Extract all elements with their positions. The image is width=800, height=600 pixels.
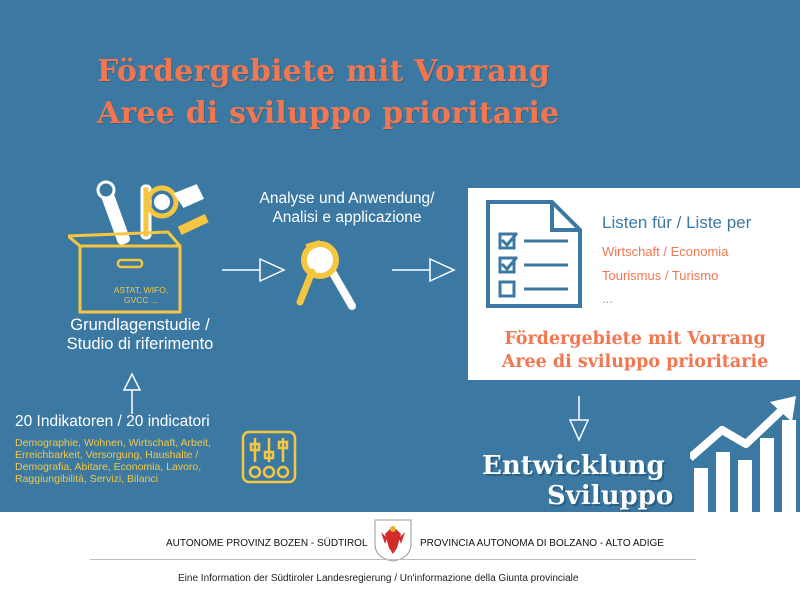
list-item: ... <box>602 291 613 306</box>
magnifier-tools-icon <box>296 238 362 312</box>
lists-title-german: Fördergebiete mit Vorrang <box>504 329 766 349</box>
arrow-right-icon <box>220 257 288 283</box>
footer-province-italian: PROVINCIA AUTONOMA DI BOLZANO - ALTO ADIGE <box>420 538 664 549</box>
arrow-right-icon <box>390 257 458 283</box>
footer-province-german: AUTONOME PROVINZ BOZEN - SÜDTIROL <box>166 538 368 549</box>
indicators-title: 20 Indikatoren / 20 indicatori <box>15 413 210 430</box>
development-label-italian: Sviluppo <box>547 481 674 511</box>
indicators-line2: Erreichbarkeit, Versorgung, Haushalte / <box>15 449 199 461</box>
footer-information-note: Eine Information der Südtiroler Landesregierung / Un'informazione della Giunta provinciale <box>178 573 579 584</box>
title-italian: Aree di sviluppo prioritarie <box>97 96 560 131</box>
analysis-label <box>232 189 462 227</box>
lists-title-italian: Aree di sviluppo prioritarie <box>501 352 769 372</box>
toolbox-sources <box>76 285 206 305</box>
arrow-up-icon <box>122 372 142 416</box>
sliders-icon <box>241 430 297 484</box>
study-caption-line1: Grundlagenstudie / <box>70 316 210 334</box>
list-item: Wirtschaft / Economia <box>602 244 729 259</box>
development-label-german: Entwicklung <box>482 451 665 481</box>
footer-divider <box>90 559 696 560</box>
growth-chart-icon <box>690 396 800 512</box>
indicators-list <box>15 437 243 485</box>
arrow-down-icon <box>568 394 590 444</box>
checklist-document-icon <box>484 198 584 310</box>
study-caption <box>30 316 250 354</box>
analysis-label-line1: Analyse und Anwendung/ <box>259 190 435 207</box>
study-caption-line2: Studio di riferimento <box>66 335 214 353</box>
coat-of-arms-icon <box>373 518 413 562</box>
indicators-line4: Raggiungibilità, Servizi, Bilanci <box>15 473 158 485</box>
analysis-label-line2: Analisi e applicazione <box>272 209 422 226</box>
lists-heading: Listen für / Liste per <box>602 213 752 232</box>
indicators-line3: Demografia, Abitare, Economia, Lavoro, <box>15 461 202 473</box>
toolbox-sources-line1: ASTAT, WIFO, <box>113 285 169 295</box>
toolbox-sources-line2: GVCC ... <box>123 295 158 305</box>
title-german: Fördergebiete mit Vorrang <box>97 54 551 89</box>
list-item: Tourismus / Turismo <box>602 268 719 283</box>
indicators-line1: Demographie, Wohnen, Wirtschaft, Arbeit, <box>15 437 211 449</box>
